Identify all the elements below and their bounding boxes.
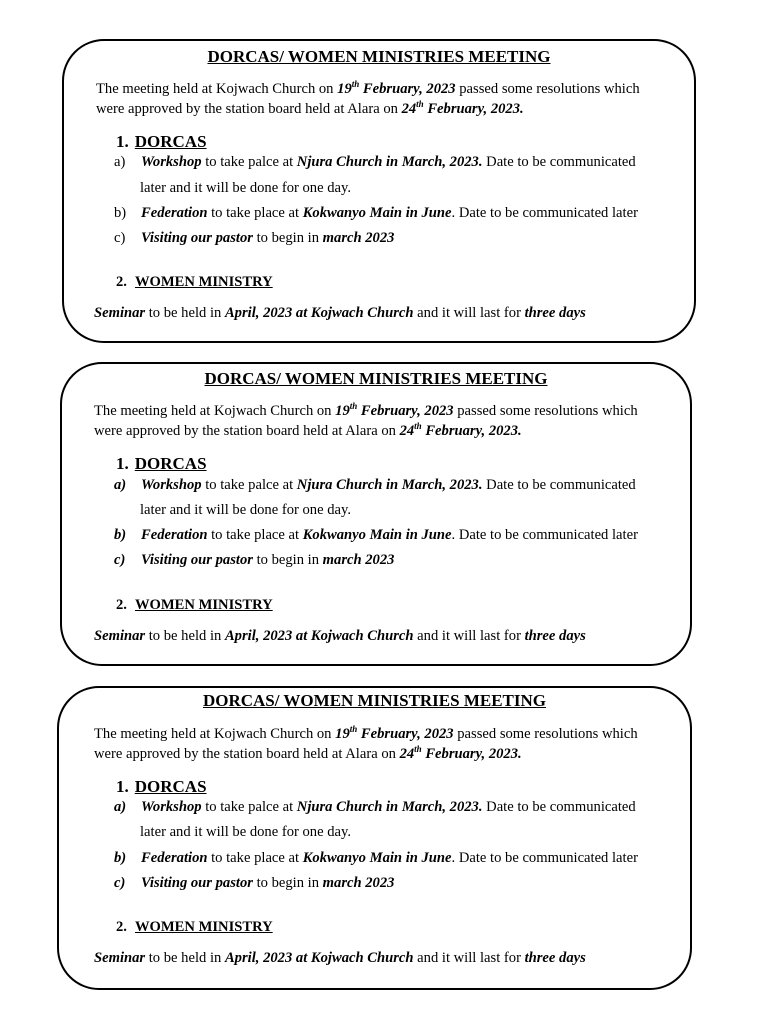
- list-item-workshop: a) Workshop to take palce at Njura Church in March, 2023. Date to be communicated: [114, 477, 636, 493]
- meeting-notice-card-3: [57, 686, 692, 990]
- intro-paragraph: The meeting held at Kojwach Church on 19th February, 2023 passed some resolutions which were approved by the station board held at Alara on 24th February, 2023.: [94, 724, 638, 762]
- section-heading-women-ministry: 2. WOMEN MINISTRY: [116, 919, 273, 935]
- meeting-notice-card-2: [60, 362, 692, 666]
- seminar-line: Seminar to be held in April, 2023 at Kojwach Church and it will last for three days: [94, 305, 586, 321]
- list-item-workshop-continuation: later and it will be done for one day.: [140, 824, 351, 840]
- intro-paragraph: The meeting held at Kojwach Church on 19th February, 2023 passed some resolutions which were approved by the station board held at Alara on 24th February, 2023.: [96, 79, 640, 117]
- list-item-visiting-pastor: c) Visiting our pastor to begin in march 2023: [114, 230, 395, 246]
- list-item-workshop: a) Workshop to take palce at Njura Church in March, 2023. Date to be communicated: [114, 154, 636, 170]
- list-item-workshop-continuation: later and it will be done for one day.: [140, 502, 351, 518]
- list-item-federation: b) Federation to take place at Kokwanyo Main in June. Date to be communicated later: [114, 527, 638, 543]
- list-item-workshop: a) Workshop to take palce at Njura Church in March, 2023. Date to be communicated: [114, 799, 636, 815]
- section-heading-dorcas: 1. DORCAS: [116, 454, 207, 473]
- meeting-notice-card-1: [62, 39, 696, 343]
- section-heading-dorcas: 1. DORCAS: [116, 777, 207, 796]
- section-heading-dorcas: 1. DORCAS: [116, 132, 207, 151]
- list-item-workshop-continuation: later and it will be done for one day.: [140, 180, 351, 196]
- notice-title: DORCAS/ WOMEN MINISTRIES MEETING: [202, 691, 547, 710]
- notice-title: DORCAS/ WOMEN MINISTRIES MEETING: [207, 47, 551, 66]
- seminar-line: Seminar to be held in April, 2023 at Kojwach Church and it will last for three days: [94, 628, 586, 644]
- section-heading-women-ministry: 2. WOMEN MINISTRY: [116, 597, 273, 613]
- seminar-line: Seminar to be held in April, 2023 at Kojwach Church and it will last for three days: [94, 950, 586, 966]
- list-item-visiting-pastor: c) Visiting our pastor to begin in march 2023: [114, 552, 395, 568]
- list-item-federation: b) Federation to take place at Kokwanyo Main in June. Date to be communicated later: [114, 205, 638, 221]
- section-heading-women-ministry: 2. WOMEN MINISTRY: [116, 274, 273, 290]
- intro-paragraph: The meeting held at Kojwach Church on 19th February, 2023 passed some resolutions which were approved by the station board held at Alara on 24th February, 2023.: [94, 401, 638, 439]
- notice-title: DORCAS/ WOMEN MINISTRIES MEETING: [204, 369, 548, 388]
- list-item-visiting-pastor: c) Visiting our pastor to begin in march 2023: [114, 875, 395, 891]
- list-item-federation: b) Federation to take place at Kokwanyo Main in June. Date to be communicated later: [114, 850, 638, 866]
